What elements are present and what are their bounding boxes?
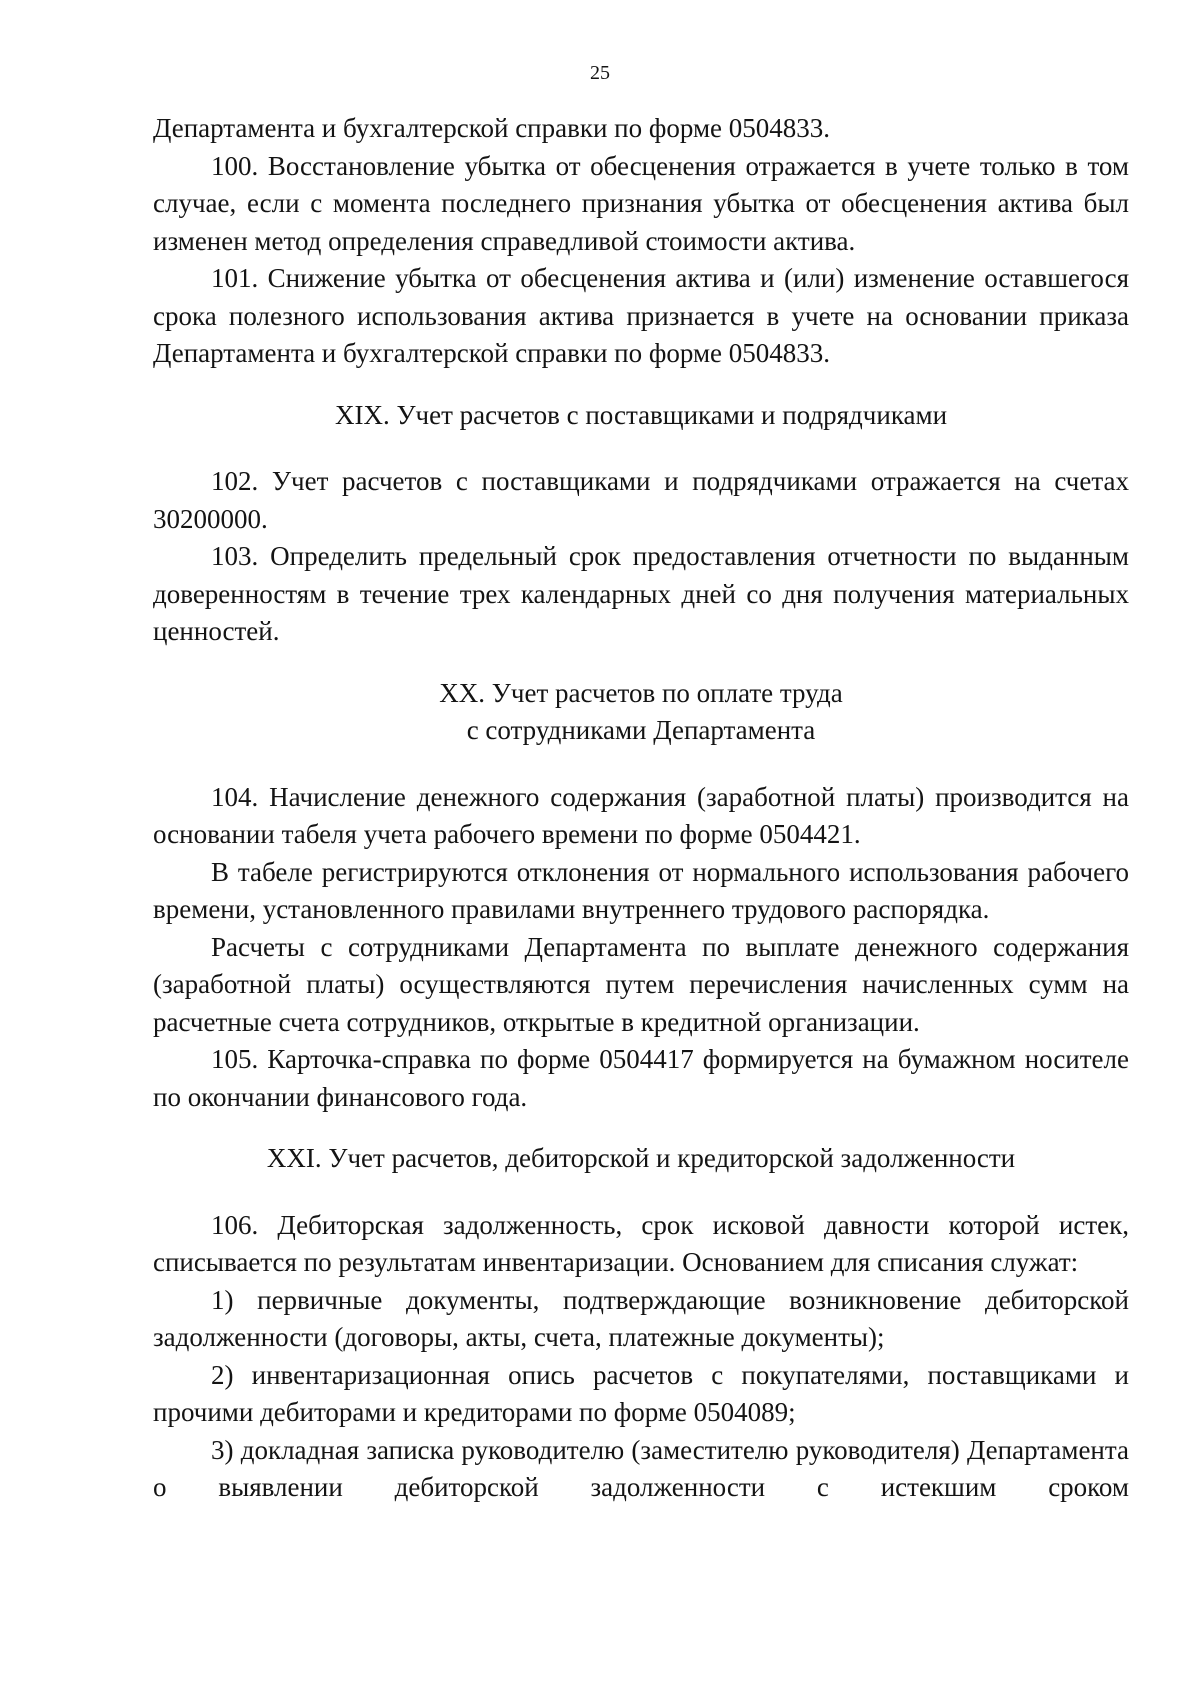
list-item-2: 2) инвентаризационная опись расчетов с покупателями, поставщиками и прочими дебиторами и кредиторами по форме 0504089; bbox=[153, 1359, 1129, 1427]
list-item-3: 3) докладная записка руководителю (заместителю руководителя) Департамента о выявлении дебиторской задолженности с истекшим сроком bbox=[153, 1434, 1129, 1502]
section-heading-xxi: XXI. Учет расчетов, дебиторской и кредиторской задолженности bbox=[266, 1143, 1016, 1173]
paragraph-102: 102. Учет расчетов с поставщиками и подрядчиками отражается на счетах 30200000. bbox=[153, 466, 1129, 534]
paragraph-continuation: Департамента и бухгалтерской справки по форме 0504833. bbox=[153, 113, 831, 143]
list-item-1: 1) первичные документы, подтверждающие возникновение дебиторской задолженности (договоры, акты, счета, платежные документы); bbox=[153, 1284, 1129, 1352]
section-heading-xx bbox=[153, 675, 1129, 750]
page-number: 25 bbox=[590, 62, 610, 84]
section-heading-xix: XIX. Учет расчетов с поставщиками и подрядчиками bbox=[334, 399, 948, 430]
paragraph-104: 104. Начисление денежного содержания (заработной платы) производится на основании табеля учета рабочего времени по форме 0504421. bbox=[153, 781, 1129, 849]
paragraph-103: 103. Определить предельный срок предоставления отчетности по выданным доверенностям в течение трех календарных дней со дня получения материальных ценностей. bbox=[153, 541, 1129, 646]
paragraph-105: 105. Карточка-справка по форме 0504417 формируется на бумажном носителе по окончании финансового года. bbox=[153, 1044, 1129, 1112]
paragraph-104-payments: Расчеты с сотрудниками Департамента по выплате денежного содержания (заработной платы) осуществляются путем перечисления начисленных сумм на расчетные счета сотрудников, открытые в кредитной организации. bbox=[153, 931, 1129, 1037]
paragraph-101: 101. Снижение убытка от обесценения актива и (или) изменение оставшегося срока полезного использования актива признается в учете на основании приказа Департамента и бухгалтерской справки по форме 0504833. bbox=[153, 263, 1129, 368]
paragraph-104-timesheet: В табеле регистрируются отклонения от нормального использования рабочего времени, установленного правилами внутреннего трудового распорядка. bbox=[153, 856, 1129, 924]
section-heading-xx-line-1: XX. Учет расчетов по оплате труда bbox=[439, 677, 843, 708]
document-body bbox=[153, 110, 1129, 1507]
paragraph-100: 100. Восстановление убытка от обесценения отражается в учете только в том случае, если с момента последнего признания убытка от обесценения актива был изменен метод определения справедливой стоимости актива. bbox=[153, 150, 1129, 256]
paragraph-106: 106. Дебиторская задолженность, срок исковой давности которой истек, списывается по результатам инвентаризации. Основанием для списания служат: bbox=[153, 1209, 1129, 1277]
section-heading-xx-line-2: с сотрудниками Департамента bbox=[466, 715, 816, 745]
